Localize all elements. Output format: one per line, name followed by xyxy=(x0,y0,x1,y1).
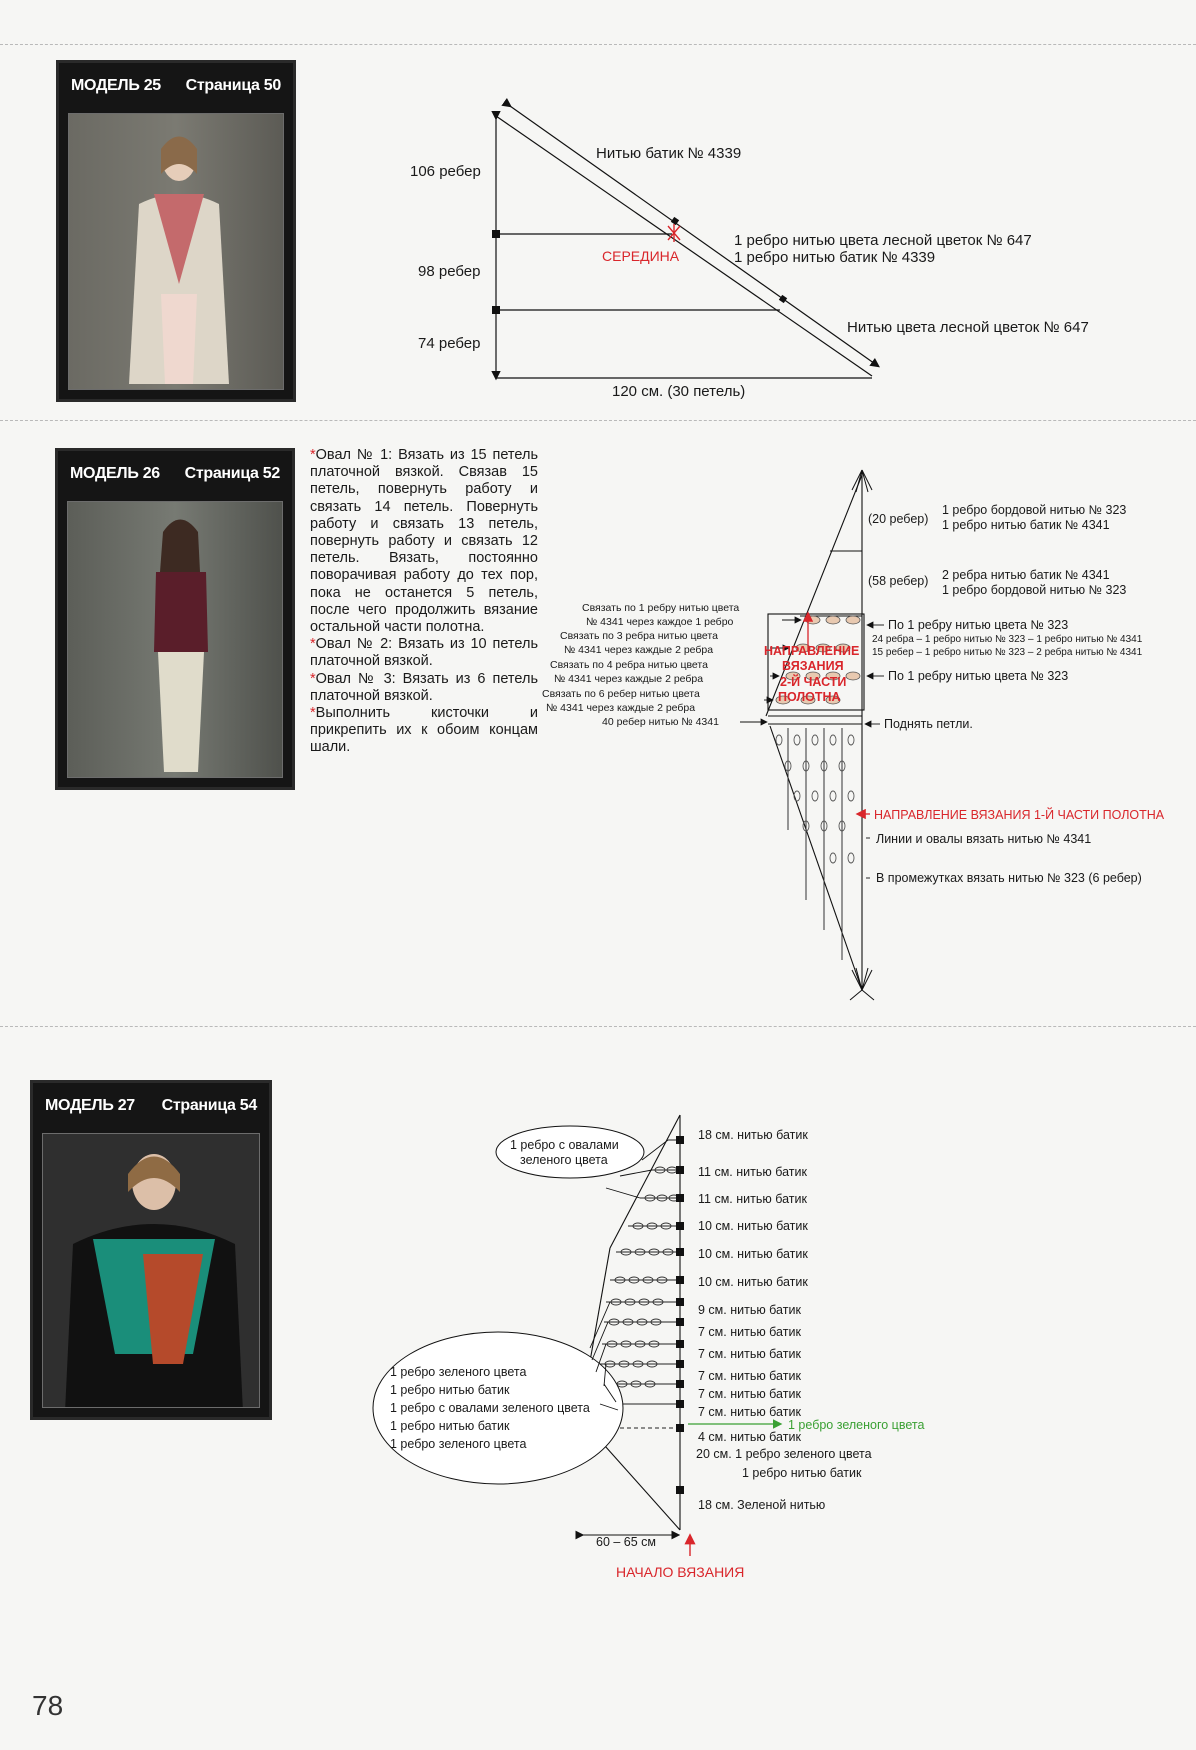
instruction-item: *Овал № 1: Вязать из 15 петель платочной вязкой. Связав 15 петель, повернуть работу и связать 14 петель. Повернуть работу и связать 13 петель, повернуть работу и связать 12 петель. Вязать, постоянно поворачивая работу до тех пор, пока не останется 5 петель, после чего продолжить вязание остальной части полотна. xyxy=(310,447,538,636)
direction-2-line: НАПРАВЛЕНИЕ xyxy=(764,644,860,658)
section-label: 18 см. нитью батик xyxy=(698,1128,808,1142)
direction-2-line: 2-Й ЧАСТИ xyxy=(780,675,847,689)
left-label: № 4341 через каждое 1 ребро xyxy=(586,616,734,628)
r58-b: 1 ребро бордовой нитью № 323 xyxy=(942,583,1127,597)
r58-label: (58 ребер) xyxy=(868,574,929,588)
bottom-width-label: 120 см. (30 петель) xyxy=(612,383,746,400)
model-26-diagram xyxy=(766,470,864,990)
model-26-vertical-lines xyxy=(788,728,842,960)
section-label: 10 см. нитью батик xyxy=(698,1247,808,1261)
bubble-top-line: 1 ребро с овалами xyxy=(510,1138,619,1152)
left-label: Связать по 1 ребру нитью цвета xyxy=(582,602,740,614)
bubble-list-item: 1 ребро зеленого цвета xyxy=(390,1365,527,1379)
bubble-list-item: 1 ребро нитью батик xyxy=(390,1419,510,1433)
green-rib-label: 1 ребро зеленого цвета xyxy=(788,1418,925,1432)
rib-line-2: 1 ребро нитью батик № 4339 xyxy=(734,249,936,266)
direction-2-line: ВЯЗАНИЯ xyxy=(782,659,844,673)
section-label: 9 см. нитью батик xyxy=(698,1303,801,1317)
bubble-list-item: 1 ребро нитью батик xyxy=(390,1383,510,1397)
left-label: № 4341 через каждые 2 ребра xyxy=(546,702,696,714)
r20-b: 1 ребро нитью батик № 4341 xyxy=(942,518,1110,532)
bubble-top-line: зеленого цвета xyxy=(520,1153,608,1167)
model-26-instructions xyxy=(310,447,538,757)
section-label: 4 см. нитью батик xyxy=(698,1430,801,1444)
middle-star-icon xyxy=(668,224,680,242)
direction-1-label: НАПРАВЛЕНИЕ ВЯЗАНИЯ 1-Й ЧАСТИ ПОЛОТНА xyxy=(874,808,1165,822)
section-label: 11 см. нитью батик xyxy=(698,1192,807,1206)
section-label: 7 см. нитью батик xyxy=(698,1405,801,1419)
s18-label: 18 см. Зеленой нитью xyxy=(698,1498,826,1512)
left-label: Связать по 4 ребра нитью цвета xyxy=(550,659,708,671)
bubble-top xyxy=(496,1126,644,1178)
yarn-top-label: Нитью батик № 4339 xyxy=(596,145,742,162)
middle-label: СЕРЕДИНА xyxy=(602,248,680,264)
bubble-list-item: 1 ребро зеленого цвета xyxy=(390,1437,527,1451)
dim-mid-label: 98 ребер xyxy=(418,263,481,280)
section-label: 7 см. нитью батик xyxy=(698,1369,801,1383)
gaps-label: В промежутках вязать нитью № 323 (6 ребер) xyxy=(876,871,1142,885)
section-label: 7 см. нитью батик xyxy=(698,1325,801,1339)
page-ref: Страница 50 xyxy=(185,77,281,94)
rib-line-1: 1 ребро нитью цвета лесной цветок № 647 xyxy=(734,232,1032,249)
s20-a-label: 20 см. 1 ребро зеленого цвета xyxy=(696,1447,872,1461)
bubble-list-item: 1 ребро с овалами зеленого цвета xyxy=(390,1401,590,1415)
left-label: № 4341 через каждые 2 ребра xyxy=(554,673,704,685)
model-label: МОДЕЛЬ 27 xyxy=(45,1097,135,1114)
instruction-item: *Овал № 3: Вязать из 6 петель платочной вязкой. xyxy=(310,670,538,704)
right-label: 15 ребер – 1 ребро нитью № 323 – 2 ребра нитью № 4341 xyxy=(872,647,1143,658)
left-label: Связать по 3 ребра нитью цвета xyxy=(560,630,718,642)
page-ref: Страница 52 xyxy=(184,465,280,482)
left-label: № 4341 через каждые 2 ребра xyxy=(564,644,714,656)
model-27-ovals xyxy=(603,1167,679,1387)
lift-stitches-label: Поднять петли. xyxy=(884,717,973,731)
lines-label: Линии и овалы вязать нитью № 4341 xyxy=(876,832,1092,846)
start-label: НАЧАЛО ВЯЗАНИЯ xyxy=(616,1564,745,1580)
model-label: МОДЕЛЬ 25 xyxy=(71,77,161,94)
right-label: По 1 ребру нитью цвета № 323 xyxy=(888,669,1069,683)
direction-2-line: ПОЛОТНА xyxy=(778,690,841,704)
s20-b-label: 1 ребро нитью батик xyxy=(742,1466,862,1480)
left-label: Связать по 6 ребер нитью цвета xyxy=(542,688,700,700)
instruction-item: *Выполнить кисточки и прикрепить их к обоим концам шали. xyxy=(310,705,538,756)
page-ref: Страница 54 xyxy=(161,1097,257,1114)
yarn-bottom-label: Нитью цвета лесной цветок № 647 xyxy=(847,319,1089,336)
width-label: 60 – 65 см xyxy=(596,1535,657,1549)
r20-label: (20 ребер) xyxy=(868,512,929,526)
right-label: 24 ребра – 1 ребро нитью № 323 – 1 ребро нитью № 4341 xyxy=(872,634,1143,645)
model-label: МОДЕЛЬ 26 xyxy=(70,465,160,482)
right-label: По 1 ребру нитью цвета № 323 xyxy=(888,618,1069,632)
dim-bot-label: 74 ребер xyxy=(418,335,481,352)
section-label: 10 см. нитью батик xyxy=(698,1219,808,1233)
dim-top-label: 106 ребер xyxy=(410,163,481,180)
r58-a: 2 ребра нитью батик № 4341 xyxy=(942,568,1110,582)
r20-a: 1 ребро бордовой нитью № 323 xyxy=(942,503,1127,517)
instruction-item: *Овал № 2: Вязать из 10 петель платочной вязкой. xyxy=(310,636,538,670)
section-label: 7 см. нитью батик xyxy=(698,1387,801,1401)
section-label: 11 см. нитью батик xyxy=(698,1165,807,1179)
left-label: 40 ребер нитью № 4341 xyxy=(602,716,719,728)
page-number: 78 xyxy=(32,1690,64,1721)
section-label: 7 см. нитью батик xyxy=(698,1347,801,1361)
section-label: 10 см. нитью батик xyxy=(698,1275,808,1289)
